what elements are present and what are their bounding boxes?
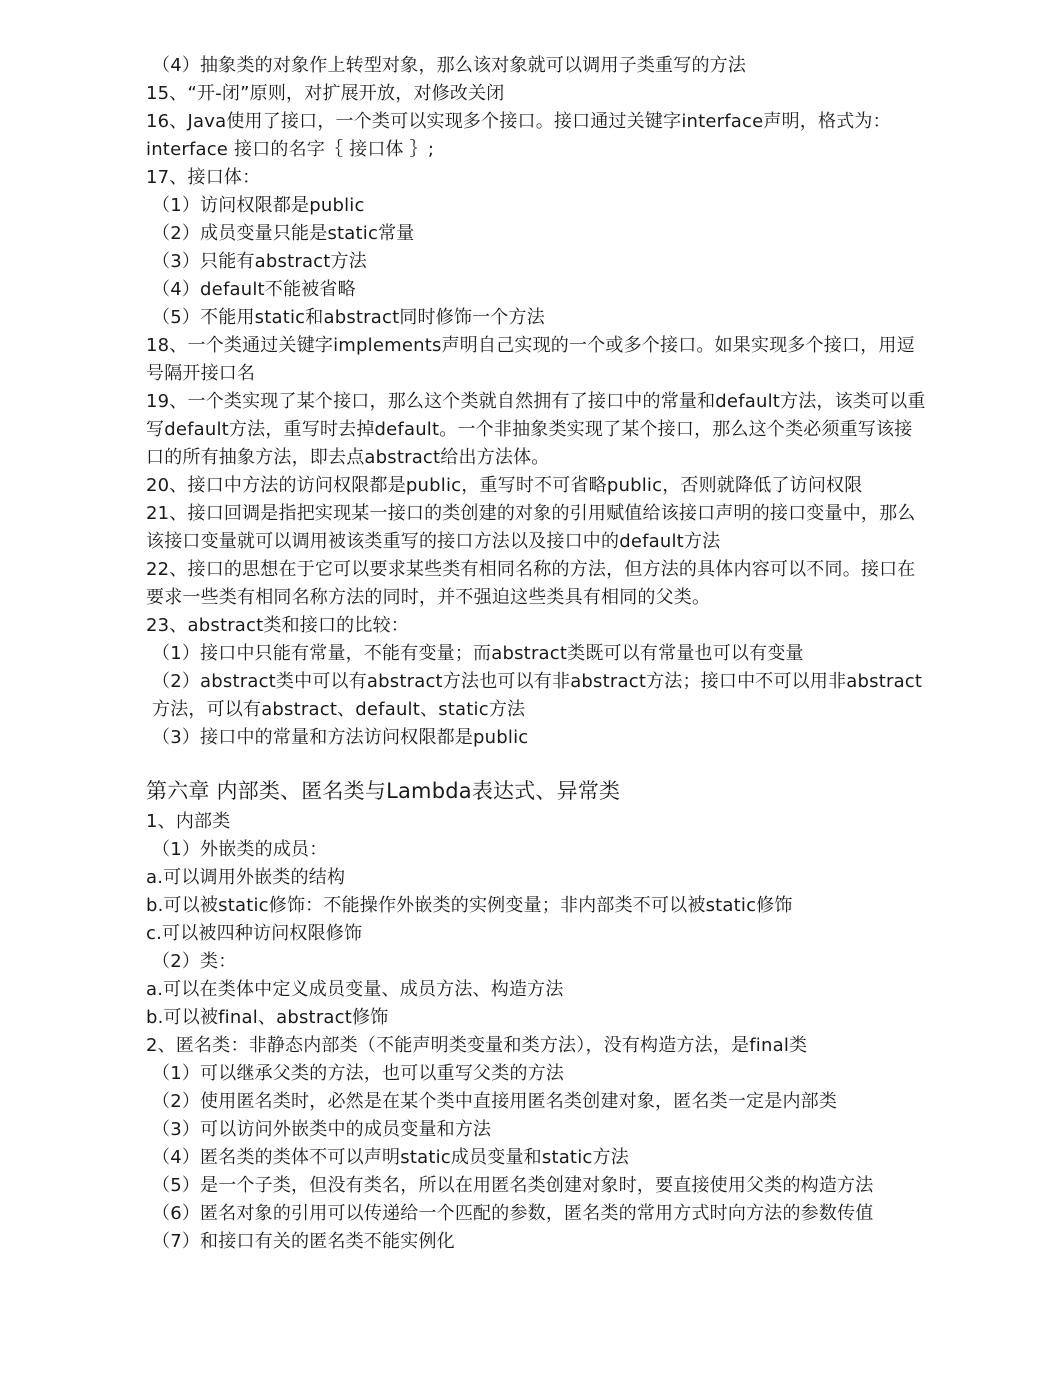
text-line: （3）只能有abstract方法 [152,251,367,272]
text-line: （2）成员变量只能是static常量 [152,223,415,244]
text-paragraph: 21、接口回调是指把实现某一接口的类创建的对象的引用赋值给该接口声明的接口变量中，那么该接口变量就可以调用被该类重写的接口方法以及接口中的default方法 [146,503,916,552]
text-line: 17、接口体： [146,167,261,188]
text-line: （1）可以继承父类的方法，也可以重写父类的方法 [152,1063,565,1084]
document-page [146,52,926,1256]
text-line: （7）和接口有关的匿名类不能实例化 [152,1231,455,1252]
text-paragraph: 22、接口的思想在于它可以要求某些类有相同名称的方法，但方法的具体内容可以不同。接口在要求一些类有相同名称方法的同时，并不强迫这些类具有相同的父类。 [146,559,916,608]
text-line: a.可以调用外嵌类的结构 [146,867,346,888]
text-line: b.可以被static修饰：不能操作外嵌类的实例变量；非内部类不可以被static修饰 [146,895,793,916]
text-paragraph: （6）匿名对象的引用可以传递给一个匹配的参数，匿名类的常用方式时向方法的参数传值 [152,1203,874,1224]
text-line: 2、匿名类：非静态内部类（不能声明类变量和类方法），没有构造方法，是final类 [146,1035,808,1056]
text-line: （5）不能用static和abstract同时修饰一个方法 [152,307,545,328]
text-line: 15、“开-闭”原则，对扩展开放，对修改关闭 [146,83,505,104]
text-line: （4）default不能被省略 [152,279,356,300]
text-paragraph: （2）abstract类中可以有abstract方法也可以有非abstract方法；接口中不可以用非abstract方法，可以有abstract、default、static方法 [152,671,923,720]
chapter-title: 第六章 内部类、匿名类与Lambda表达式、异常类 [146,779,621,803]
text-line: 23、abstract类和接口的比较： [146,615,409,636]
text-paragraph: 19、一个类实现了某个接口，那么这个类就自然拥有了接口中的常量和default方法，该类可以重写default方法，重写时去掉default。一个非抽象类实现了某个接口，那么这个类必须重写该接口的所有抽象方法，即去点abstract给出方法体。 [146,391,926,468]
text-line: b.可以被final、abstract修饰 [146,1007,389,1028]
text-line: interface 接口的名字｛ 接口体 ｝; [146,139,435,160]
text-line: （4）抽象类的对象作上转型对象，那么该对象就可以调用子类重写的方法 [152,55,747,76]
text-line: a.可以在类体中定义成员变量、成员方法、构造方法 [146,979,564,1000]
text-line: c.可以被四种访问权限修饰 [146,923,363,944]
text-line: （3）可以访问外嵌类中的成员变量和方法 [152,1119,492,1140]
text-line: （2）类： [152,951,237,972]
text-line: 20、接口中方法的访问权限都是public，重写时不可省略public，否则就降低了访问权限 [146,475,863,496]
text-line: 1、内部类 [146,811,231,832]
text-paragraph: （5）是一个子类，但没有类名，所以在用匿名类创建对象时，要直接使用父类的构造方法 [152,1175,874,1196]
text-line: （1）接口中只能有常量，不能有变量；而abstract类既可以有常量也可以有变量 [152,643,804,664]
text-line: （1）访问权限都是public [152,195,365,216]
text-line: （1）外嵌类的成员： [152,839,328,860]
text-line: （3）接口中的常量和方法访问权限都是public [152,727,529,748]
text-line: （2）使用匿名类时，必然是在某个类中直接用匿名类创建对象，匿名类一定是内部类 [152,1091,838,1112]
text-paragraph: 18、一个类通过关键字implements声明自己实现的一个或多个接口。如果实现多个接口，用逗号隔开接口名 [146,335,915,384]
text-line: （4）匿名类的类体不可以声明static成员变量和static方法 [152,1147,629,1168]
text-paragraph: 16、Java使用了接口，一个类可以实现多个接口。接口通过关键字interface声明，格式为： [146,111,891,132]
